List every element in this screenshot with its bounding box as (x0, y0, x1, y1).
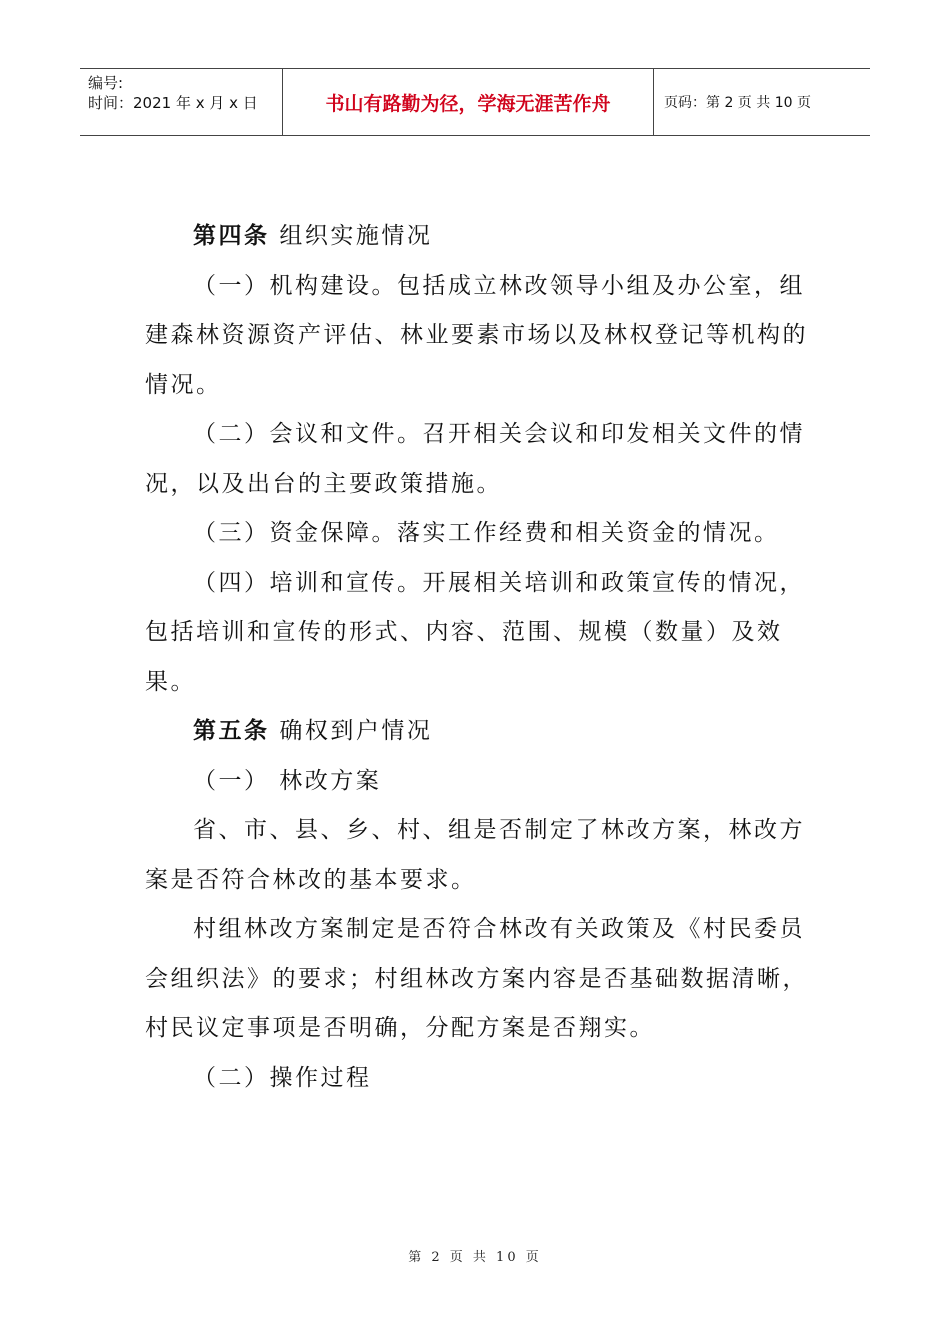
time-label: 时间：2021 年 x 月 x 日 (88, 94, 258, 112)
paragraph-institution: （一）机构建设。包括成立林改领导小组及办公室，组建森林资源资产评估、林业要素市场以及林权登记等机构的情况。 (145, 272, 808, 398)
article-4-label: 第四条 (193, 223, 270, 249)
article-5-title: 确权到户情况 (279, 718, 433, 744)
header-page-code (654, 69, 870, 135)
article-4-heading (145, 212, 825, 262)
paragraph-plan-requirement: 省、市、县、乡、村、组是否制定了林改方案，林改方案是否符合林改的基本要求。 (145, 817, 805, 893)
article-5-heading (145, 707, 825, 757)
paragraph-training: （四）培训和宣传。开展相关培训和政策宣传的情况，包括培训和宣传的形式、内容、范围、规模（数量）及效果。 (145, 569, 805, 695)
page-footer: 第 2 页 共 10 页 (408, 1250, 542, 1265)
article-5-label: 第五条 (193, 718, 270, 744)
document-body (145, 212, 825, 1103)
document-header (80, 68, 870, 136)
page-code-text: 页码：第 2 页 共 10 页 (664, 95, 811, 111)
header-meta (80, 69, 282, 135)
paragraph-plan-compliance: 村组林改方案制定是否符合林改有关政策及《村民委员会组织法》的要求；村组林改方案内容是否基础数据清晰，村民议定事项是否明确，分配方案是否翔实。 (145, 916, 808, 1041)
paragraph-funding: （三）资金保障。落实工作经费和相关资金的情况。 (193, 520, 780, 546)
subheading-process: （二）操作过程 (193, 1064, 372, 1091)
subheading-plan: （一） 林改方案 (193, 767, 382, 794)
number-label: 编号: (88, 74, 124, 92)
header-motto (282, 69, 654, 135)
article-4-title: 组织实施情况 (279, 223, 433, 249)
motto-text: 书山有路勤为径，学海无涯苦作舟 (325, 92, 611, 115)
paragraph-meetings: （二）会议和文件。召开相关会议和印发相关文件的情况，以及出台的主要政策措施。 (145, 421, 805, 497)
